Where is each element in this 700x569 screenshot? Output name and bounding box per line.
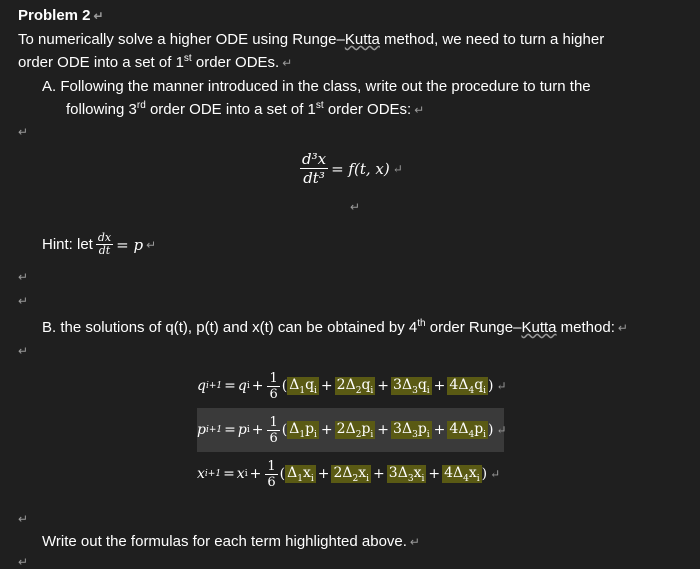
part-b-text-2: order Runge–	[425, 319, 522, 336]
paragraph-mark-icon: ↵	[409, 535, 420, 549]
rk-equation-q: q i+1 = q i + $\frac{1}{6}$ ( $\Delta_1q_i$ + $2\Delta_2q_i$ + $3\Delta_3q_i$ + $4\Delta_4q_i$ ) ↵	[197, 370, 507, 402]
part-a-text-2a: following 3	[66, 101, 137, 118]
term-var: x	[468, 464, 477, 481]
rk-equation-p: p i+1 = p i + $\frac{1}{6}$ ( $\Delta_1p_i$ + $2\Delta_2p_i$ + $3\Delta_3p_i$ + $4\Delta_4p_i$ ) ↵	[197, 408, 504, 452]
part-b-sup: th	[417, 318, 426, 329]
intro-line-1	[18, 30, 604, 50]
hint-fraction	[96, 232, 113, 257]
rk-equation-x: x i+1 = x i + $\frac{1}{6}$ ( $\Delta_1x_i$ + $2\Delta_2x_i$ + $3\Delta_3x_i$ + $4\Delta_4x_i$ ) ↵	[197, 458, 501, 490]
highlighted-term: $\Delta_1x_i$	[287, 464, 314, 484]
highlighted-term: $3\Delta_3p_i$	[393, 420, 430, 440]
rk-lhs-sub: i+1	[205, 381, 223, 391]
hint	[42, 232, 156, 257]
rk-lhs: p	[197, 422, 206, 438]
part-a-sup-1: rd	[136, 100, 146, 111]
highlighted-term: $4\Delta_4x_i$	[444, 464, 480, 484]
main-equation-numerator: d³x	[302, 150, 327, 168]
highlighted-term: $2\Delta_2x_i$	[333, 464, 370, 484]
intro-text-2a: order ODE into a set of 1	[18, 54, 184, 71]
main-equation-rhs: = f(t, x)	[331, 159, 390, 178]
term-var: x	[358, 464, 367, 481]
highlighted-term: $2\Delta_2q_i$	[336, 376, 374, 396]
paragraph-mark-icon: ↵	[496, 379, 507, 393]
closing-line	[42, 532, 420, 552]
term-var: p	[305, 420, 315, 437]
term-var: p	[417, 420, 427, 437]
part-a-text-1: A. Following the manner introduced in the class, write out the procedure to turn the	[42, 78, 591, 95]
paragraph-mark-icon: ↵	[18, 294, 29, 308]
rk-lhs: q	[197, 378, 206, 394]
intro-text-1a: To numerically solve a higher ODE using Runge–	[18, 31, 345, 48]
term-var: q	[305, 376, 315, 393]
part-b-kutta: Kutta	[521, 319, 557, 336]
rk-lhs-sub: i+1	[205, 425, 223, 435]
part-a-text-2c: order ODEs:	[323, 101, 412, 118]
main-equation	[300, 150, 403, 187]
term-var: q	[361, 376, 371, 393]
paragraph-mark-icon: ↵	[146, 237, 157, 252]
paragraph-mark-icon: ↵	[18, 125, 29, 139]
paragraph-mark-icon: ↵	[350, 200, 361, 214]
part-a-text-2b: order ODE into a set of 1	[145, 101, 316, 118]
part-a-sup-2: st	[315, 100, 324, 111]
main-equation-fraction	[300, 150, 328, 187]
part-b-text-1: B. the solutions of q(t), p(t) and x(t) can be obtained by 4	[42, 319, 418, 336]
term-var: p	[361, 420, 371, 437]
intro-text-2b: order ODEs.	[191, 54, 280, 71]
intro-text-1b: method, we need to turn a higher	[379, 31, 605, 48]
problem-title	[18, 6, 104, 26]
paragraph-mark-icon: ↵	[392, 161, 403, 176]
paragraph-mark-icon: ↵	[18, 555, 29, 569]
rk-base: p	[237, 422, 247, 438]
part-b-text-3: method:	[556, 319, 615, 336]
highlighted-term: $2\Delta_2p_i$	[336, 420, 374, 440]
hint-denominator: dt	[98, 244, 111, 257]
rk-base: x	[236, 466, 245, 482]
highlighted-term: $\Delta_1p_i$	[289, 420, 317, 440]
one-sixth-fraction: $\frac{1}{6}$	[269, 370, 278, 402]
intro-line-2	[18, 53, 292, 73]
paragraph-mark-icon: ↵	[490, 467, 501, 481]
one-sixth-fraction: $\frac{1}{6}$	[267, 458, 276, 490]
highlighted-term: $4\Delta_4p_i$	[449, 420, 487, 440]
paragraph-mark-icon: ↵	[282, 56, 293, 70]
intro-sup: st	[183, 53, 192, 64]
closing-text: Write out the formulas for each term highlighted above.	[42, 533, 407, 550]
rk-base: q	[237, 378, 247, 394]
highlighted-term: $3\Delta_3q_i$	[393, 376, 430, 396]
problem-title-text: Problem 2	[18, 7, 91, 24]
paragraph-mark-icon: ↵	[617, 321, 628, 335]
term-var: x	[413, 464, 422, 481]
paragraph-mark-icon: ↵	[93, 9, 104, 23]
term-var: p	[474, 420, 484, 437]
highlighted-term: $\Delta_1q_i$	[289, 376, 317, 396]
paragraph-mark-icon: ↵	[18, 270, 29, 284]
term-var: x	[302, 464, 311, 481]
highlighted-term: $3\Delta_3x_i$	[388, 464, 425, 484]
rk-lhs-sub: i+1	[204, 469, 222, 479]
part-b-line	[42, 318, 628, 338]
paragraph-mark-icon: ↵	[496, 423, 507, 437]
paragraph-mark-icon: ↵	[18, 344, 29, 358]
part-a-line-1	[42, 77, 591, 97]
part-a-line-2	[66, 100, 424, 120]
paragraph-mark-icon: ↵	[18, 512, 29, 526]
term-var: q	[417, 376, 427, 393]
highlighted-term: $4\Delta_4q_i$	[449, 376, 487, 396]
paragraph-mark-icon: ↵	[414, 103, 425, 117]
one-sixth-fraction: $\frac{1}{6}$	[269, 414, 278, 446]
hint-label: Hint: let	[42, 235, 93, 253]
rk-lhs: x	[197, 466, 205, 482]
hint-rhs: = p	[116, 235, 144, 254]
term-var: q	[474, 376, 484, 393]
main-equation-denominator: dt³	[303, 169, 325, 187]
hint-numerator: dx	[97, 231, 112, 244]
intro-kutta: Kutta	[344, 31, 380, 48]
